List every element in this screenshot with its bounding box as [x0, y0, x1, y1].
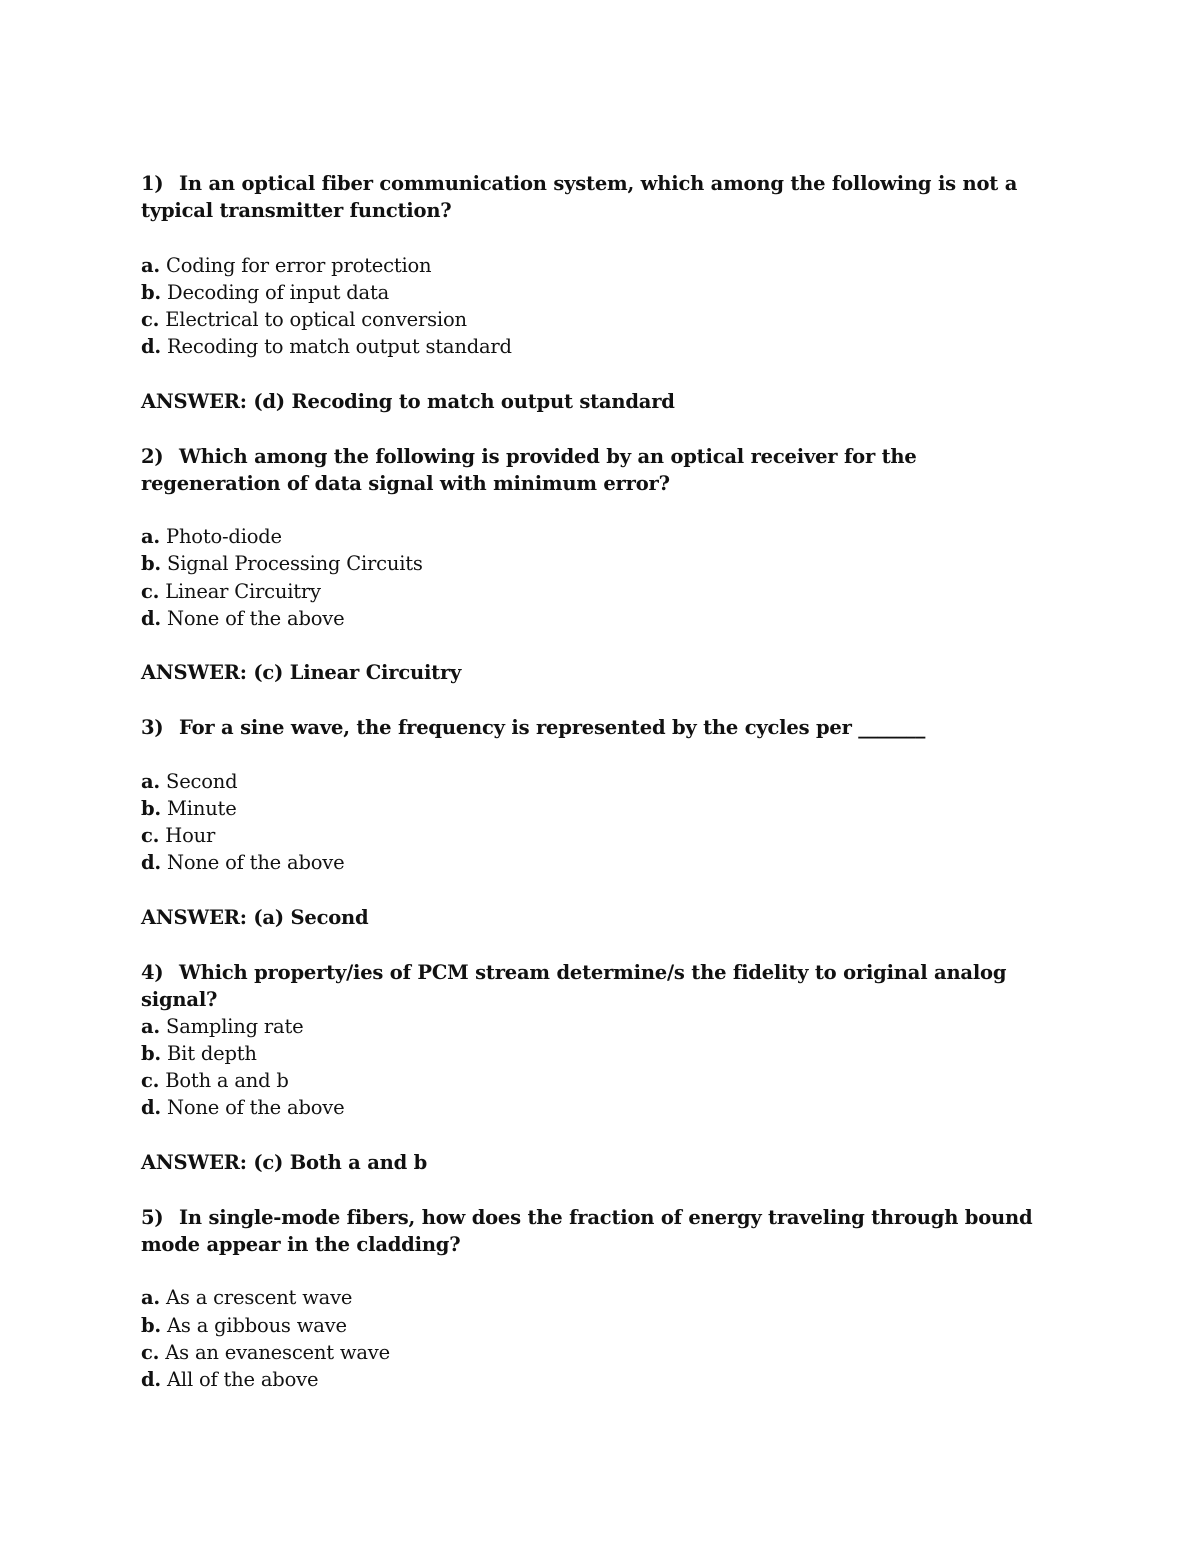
question-text: For a sine wave, the frequency is represented by the cycles per _______	[179, 716, 926, 739]
option-1a	[141, 252, 1041, 279]
option-4c	[141, 1067, 1041, 1094]
option-text: Second	[166, 770, 238, 793]
option-text: None of the above	[167, 851, 345, 874]
option-2a	[141, 523, 1041, 550]
option-1d	[141, 333, 1041, 360]
option-text: Electrical to optical conversion	[165, 308, 467, 331]
option-letter: b.	[141, 1042, 162, 1065]
question-number: 1)	[141, 172, 164, 195]
option-letter: d.	[141, 607, 162, 630]
option-5d	[141, 1366, 1041, 1393]
question-4	[141, 959, 1041, 1013]
option-3a	[141, 768, 1041, 795]
answer-text: (c) Both a and b	[253, 1151, 428, 1174]
option-5a	[141, 1284, 1041, 1311]
question-5	[141, 1204, 1041, 1258]
option-3b	[141, 795, 1041, 822]
answer-text: (d) Recoding to match output standard	[253, 390, 675, 413]
question-text: In single-mode fibers, how does the fraction of energy traveling through bound mode appear in the cladding?	[141, 1206, 1033, 1256]
answer-1	[141, 388, 1041, 415]
option-letter: d.	[141, 335, 162, 358]
option-letter: d.	[141, 1368, 162, 1391]
question-number: 5)	[141, 1206, 164, 1229]
option-3c	[141, 822, 1041, 849]
option-letter: d.	[141, 851, 162, 874]
question-text: Which property/ies of PCM stream determine/s the fidelity to original analog signal?	[141, 961, 1007, 1011]
question-number: 4)	[141, 961, 164, 984]
option-letter: c.	[141, 1341, 160, 1364]
option-letter: b.	[141, 797, 162, 820]
option-text: None of the above	[167, 1096, 345, 1119]
option-5b	[141, 1312, 1041, 1339]
option-letter: a.	[141, 1286, 161, 1309]
option-1b	[141, 279, 1041, 306]
answer-text: (a) Second	[253, 906, 369, 929]
option-letter: c.	[141, 1069, 160, 1092]
option-text: Hour	[165, 824, 216, 847]
option-2b	[141, 550, 1041, 577]
question-3	[141, 714, 1041, 741]
option-letter: a.	[141, 254, 161, 277]
question-1	[141, 170, 1041, 224]
option-text: Linear Circuitry	[165, 580, 321, 603]
option-text: Coding for error protection	[166, 254, 432, 277]
option-text: Photo-diode	[166, 525, 282, 548]
option-letter: d.	[141, 1096, 162, 1119]
option-text: Decoding of input data	[167, 281, 390, 304]
answer-label: ANSWER:	[141, 390, 247, 413]
answer-2	[141, 659, 1041, 686]
option-1c	[141, 306, 1041, 333]
answer-label: ANSWER:	[141, 661, 247, 684]
answer-label: ANSWER:	[141, 1151, 247, 1174]
option-text: All of the above	[167, 1368, 319, 1391]
option-4a	[141, 1013, 1041, 1040]
option-letter: b.	[141, 281, 162, 304]
option-text: Both a and b	[165, 1069, 289, 1092]
question-number: 3)	[141, 716, 164, 739]
option-text: As a gibbous wave	[167, 1314, 347, 1337]
answer-label: ANSWER:	[141, 906, 247, 929]
option-3d	[141, 849, 1041, 876]
option-text: As an evanescent wave	[165, 1341, 390, 1364]
option-2d	[141, 605, 1041, 632]
option-2c	[141, 578, 1041, 605]
answer-text: (c) Linear Circuitry	[253, 661, 462, 684]
answer-3	[141, 904, 1041, 931]
option-letter: c.	[141, 824, 160, 847]
option-letter: c.	[141, 308, 160, 331]
option-letter: a.	[141, 525, 161, 548]
question-number: 2)	[141, 445, 164, 468]
option-text: Signal Processing Circuits	[167, 552, 423, 575]
option-text: Recoding to match output standard	[167, 335, 512, 358]
question-text: Which among the following is provided by an optical receiver for the regeneration of data signal with minimum error?	[141, 445, 917, 495]
option-letter: b.	[141, 1314, 162, 1337]
option-4d	[141, 1094, 1041, 1121]
option-letter: c.	[141, 580, 160, 603]
option-text: Sampling rate	[166, 1015, 304, 1038]
option-letter: a.	[141, 770, 161, 793]
question-text: In an optical fiber communication system, which among the following is not a typical transmitter function?	[141, 172, 1018, 222]
question-2	[141, 443, 1041, 497]
option-text: None of the above	[167, 607, 345, 630]
option-text: As a crescent wave	[166, 1286, 353, 1309]
option-4b	[141, 1040, 1041, 1067]
option-letter: b.	[141, 552, 162, 575]
option-text: Minute	[167, 797, 237, 820]
option-letter: a.	[141, 1015, 161, 1038]
option-5c	[141, 1339, 1041, 1366]
answer-4	[141, 1149, 1041, 1176]
option-text: Bit depth	[167, 1042, 257, 1065]
